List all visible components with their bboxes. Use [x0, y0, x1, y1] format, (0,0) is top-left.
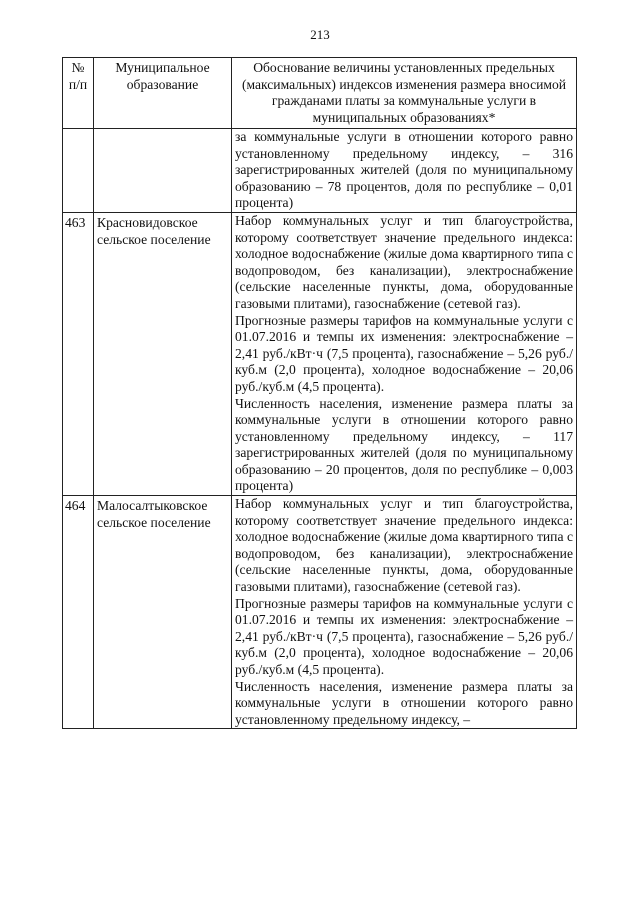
justification-paragraph: за коммунальные услуги в отношении которого равно установленному предельному индексу, – 316 зарегистрированных жителей (доля по муниципальному образованию – 78 процентов, доля по республике – 0,01 процента): [235, 129, 573, 211]
row-number: 464: [63, 496, 94, 729]
row-justification: [232, 496, 577, 729]
header-number: [63, 58, 94, 129]
header-justification: [232, 58, 577, 129]
table-row: [63, 496, 577, 729]
row-number: 463: [63, 212, 94, 495]
table-row: [63, 129, 577, 213]
justification-paragraph: Численность населения, изменение размера платы за коммунальные услуги в отношении которого равно установленному предельному индексу, – 117 зарегистрированных жителей (доля по муниципальному образованию – 20 процентов, доля по республике – 0,003 процента): [235, 395, 573, 494]
justification-paragraph: Прогнозные размеры тарифов на коммунальные услуги с 01.07.2016 и темпы их изменения: электроснабжение – 2,41 руб./кВт·ч (7,5 процента), газоснабжение – 5,26 руб./куб.м (2,0 процента), холодное водоснабжение – 20,06 руб./куб.м (4,5 процента).: [235, 312, 573, 394]
page-number: 213: [310, 27, 330, 42]
table-header-row: [63, 58, 577, 129]
tariff-index-table: [62, 57, 577, 729]
justification-paragraph: Набор коммунальных услуг и тип благоустройства, которому соответствует значение предельного индекса: холодное водоснабжение (жилые дома квартирного типа с водопроводом, без канализации), электроснабжение (сельские населенные пункты, дома, оборудованные газовыми плитами), газоснабжение (сетевой газ).: [235, 212, 573, 311]
row-municipality: Красновидовское сельское поселение: [94, 212, 232, 495]
row-number: [63, 129, 94, 213]
header-justification-label: Обоснование величины установленных предельных (максимальных) индексов изменения размера вносимой гражданами платы за коммунальные услуги в муниципальных образованиях*: [241, 60, 567, 125]
justification-paragraph: Численность населения, изменение размера платы за коммунальные услуги в отношении которого равно установленному предельному индексу, –: [235, 678, 573, 727]
justification-paragraph: Прогнозные размеры тарифов на коммунальные услуги с 01.07.2016 и темпы их изменения: электроснабжение – 2,41 руб./кВт·ч (7,5 процента), газоснабжение – 5,26 руб./куб.м (2,0 процента), холодное водоснабжение – 20,06 руб./куб.м (4,5 процента).: [235, 595, 573, 677]
table-row: [63, 212, 577, 495]
header-number-label: № п/п: [68, 60, 88, 92]
header-municipality-label: Муниципальное образование: [115, 60, 210, 92]
header-municipality: [94, 58, 232, 129]
justification-paragraph: Набор коммунальных услуг и тип благоустройства, которому соответствует значение предельного индекса: холодное водоснабжение (жилые дома квартирного типа с водопроводом, без канализации), электроснабжение (сельские населенные пункты, дома, оборудованные газовыми плитами), газоснабжение (сетевой газ).: [235, 496, 573, 595]
row-justification: [232, 212, 577, 495]
row-municipality: Малосалтыковское сельское поселение: [94, 496, 232, 729]
row-justification: [232, 129, 577, 213]
row-municipality: [94, 129, 232, 213]
